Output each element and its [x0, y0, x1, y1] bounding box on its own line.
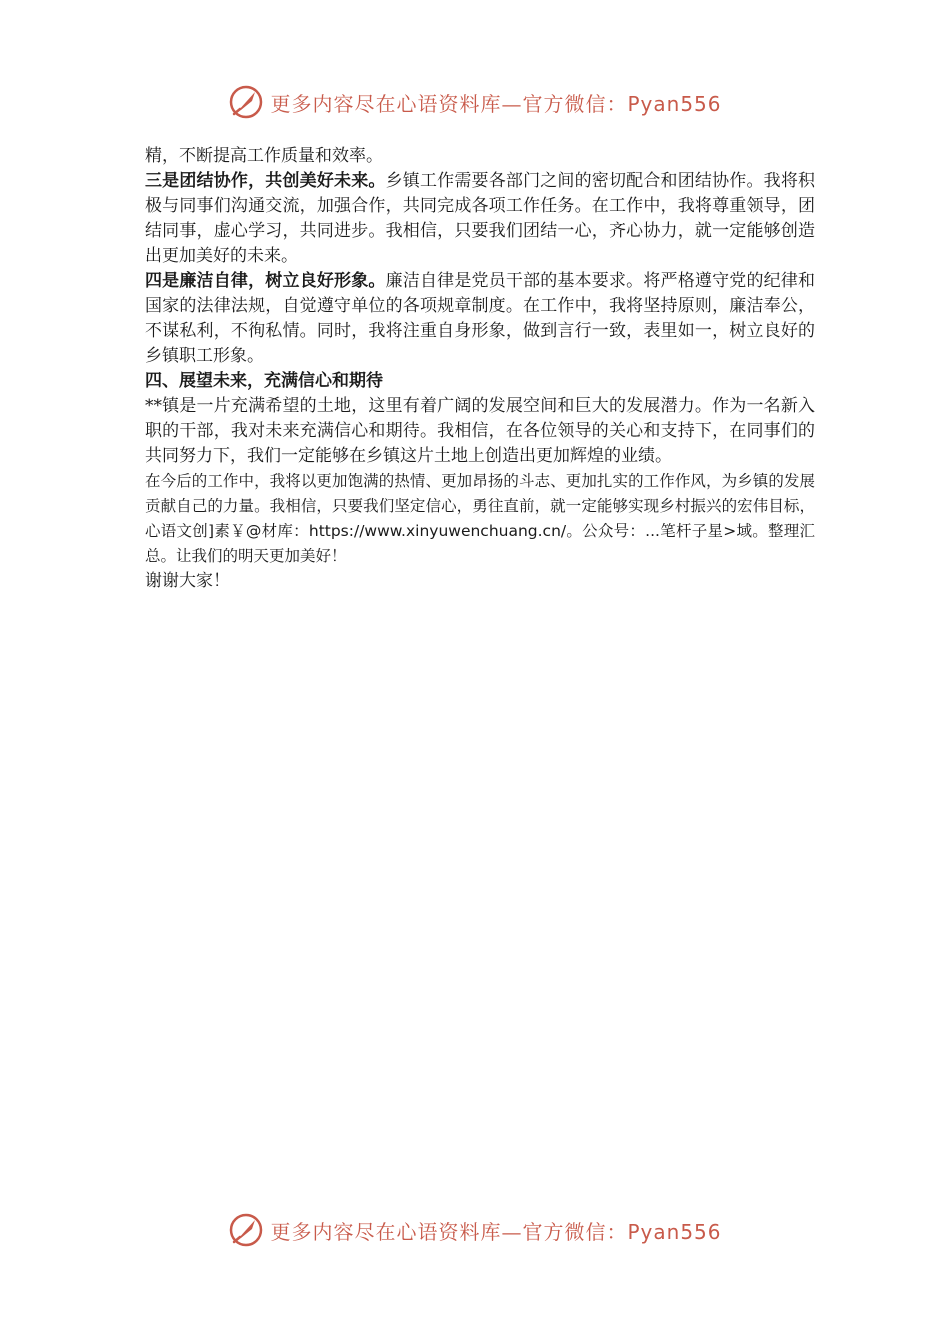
footer-banner-text: 更多内容尽在心语资料库—官方微信：Pyan556	[270, 1219, 722, 1244]
document-body	[145, 144, 815, 594]
paragraph-3-text: 廉洁自律是党员干部的基本要求。将严格遵守党的纪律和国家的法律法规，自觉遵守单位的各项规章制度。在工作中，我将坚持原则，廉洁奉公，不谋私利，不徇私情。同时，我将注重自身形象，做到言行一致，表里如一，树立良好的乡镇职工形象。	[145, 271, 816, 366]
paragraph-6: 谢谢大家！	[145, 571, 230, 591]
paragraph-4: **镇是一片充满希望的土地，这里有着广阔的发展空间和巨大的发展潜力。作为一名新入职的干部，我对未来充满信心和期待。我相信，在各位领导的关心和支持下，在同事们的共同努力下，我们一定能够在乡镇这片土地上创造出更加辉煌的业绩。	[145, 396, 815, 466]
paragraph-2-text: 乡镇工作需要各部门之间的密切配合和团结协作。我将积极与同事们沟通交流，加强合作，共同完成各项工作任务。在工作中，我将尊重领导，团结同事，虚心学习，共同进步。我相信，只要我们团结一心，齐心协力，就一定能够创造出更加美好的未来。	[145, 171, 816, 266]
header-banner	[0, 82, 950, 122]
footer-wechat-id: Pyan556	[627, 1219, 722, 1244]
paragraph-1: 精，不断提高工作质量和效率。	[145, 146, 383, 166]
header-banner-text: 更多内容尽在心语资料库—官方微信：Pyan556	[270, 91, 722, 116]
footer-banner	[0, 1210, 950, 1250]
header-wechat-id: Pyan556	[627, 91, 722, 116]
section-heading-4: 四、展望未来，充满信心和期待	[145, 371, 383, 391]
quill-pen-logo-icon	[228, 84, 264, 120]
paragraph-3	[145, 269, 815, 369]
paragraph-2-lead: 三是团结协作，共创美好未来。	[145, 171, 386, 191]
paragraph-3-lead: 四是廉洁自律，树立良好形象。	[145, 271, 386, 291]
paragraph-2	[145, 169, 815, 269]
quill-pen-logo-icon	[228, 1212, 264, 1248]
paragraph-5: 在今后的工作中，我将以更加饱满的热情、更加昂扬的斗志、更加扎实的工作作风，为乡镇的发展贡献自己的力量。我相信，只要我们坚定信心，勇往直前，就一定能够实现乡村振兴的宏伟目标，心语文创]素￥@材库：https://www.xinyuwenchuang.cn/。公众号：...笔杆子星>域。整理汇总。让我们的明天更加美好！	[145, 472, 815, 565]
